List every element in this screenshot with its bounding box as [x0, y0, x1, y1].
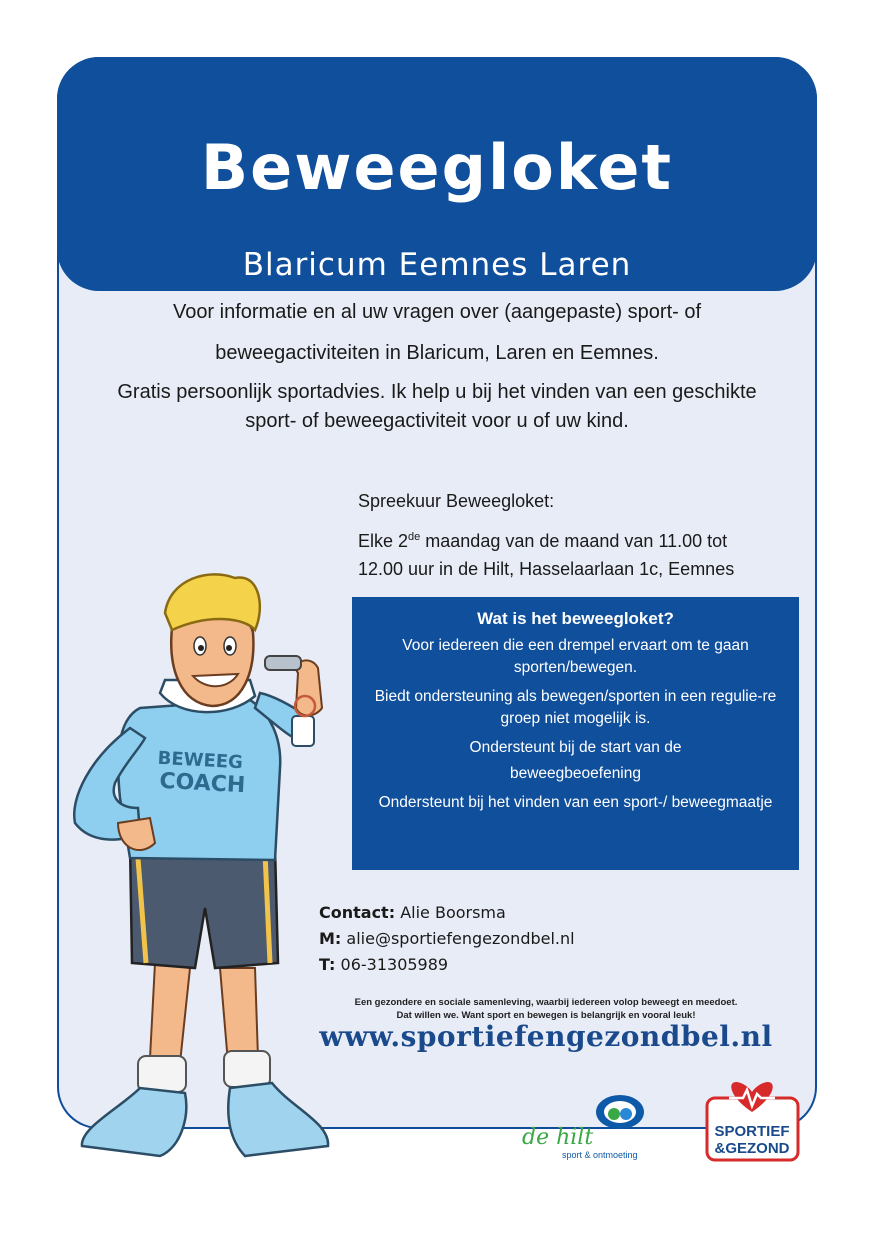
info-item: Ondersteunt bij de start van de — [469, 739, 682, 756]
shorts — [130, 843, 278, 968]
de-hilt-logo — [520, 1090, 660, 1160]
whistle-icon — [265, 656, 301, 670]
phone-label: T: — [319, 955, 336, 974]
spreekuur-text: Elke 2 — [358, 531, 409, 551]
shirt-print-line2: COACH — [158, 768, 246, 799]
contact-phone-row[interactable] — [319, 952, 575, 978]
slogan-line: Een gezondere en sociale samenleving, waarbij iedereen volop beweegt en meedoet. — [354, 997, 738, 1008]
slogan — [316, 996, 776, 1022]
info-item: Biedt ondersteuning als bewegen/sporten in een regulie-re groep niet mogelijk is. — [374, 688, 777, 727]
intro-line: sport- of beweegactiviteit voor u of uw kind. — [245, 410, 629, 432]
shirt-print-line1: BEWEEG — [157, 747, 244, 774]
slogan-line: Dat willen we. Want sport en bewegen is belangrijk en vooral leuk! — [396, 1010, 696, 1021]
spreekuur-block — [358, 487, 788, 583]
intro-line: Voor informatie en al uw vragen over (aangepaste) sport- of — [172, 301, 702, 323]
shoe-icon — [228, 1083, 328, 1156]
page-subtitle: Blaricum Eemnes Laren — [242, 247, 632, 283]
phone-value[interactable]: 06-31305989 — [335, 955, 449, 974]
info-item: beweegbeoefening — [509, 765, 641, 782]
email-label: M: — [319, 929, 342, 948]
contact-value: Alie Boorsma — [395, 903, 506, 922]
contact-email-row[interactable] — [319, 926, 575, 952]
info-item: Ondersteunt bij het vinden van een sport-/ beweegmaatje — [378, 794, 773, 811]
spreekuur-line: 12.00 uur in de Hilt, Hasselaarlaan 1c, Eemnes — [358, 559, 735, 579]
sportief-gezond-logo — [705, 1080, 800, 1162]
sg-logo-line1: SPORTIEF — [714, 1123, 790, 1140]
intro-line: beweegactiviteiten in Blaricum, Laren en Eemnes. — [215, 342, 659, 364]
sg-logo-line2: &GEZOND — [714, 1140, 790, 1157]
contact-block — [319, 900, 575, 978]
page-title: Beweegloket — [200, 131, 674, 204]
contact-label: Contact: — [319, 903, 396, 922]
header-banner — [57, 57, 817, 291]
info-box — [352, 597, 799, 870]
spreekuur-text: maandag van de maand van 11.00 tot — [420, 531, 728, 551]
info-item: Voor iedereen die een drempel ervaart om te gaan sporten/bewegen. — [402, 637, 749, 676]
contact-name-row — [319, 900, 575, 926]
info-box-heading: Wat is het beweegloket? — [477, 609, 674, 628]
email-value[interactable]: alie@sportiefengezondbel.nl — [341, 929, 575, 948]
hilt-logo-tagline: sport & ontmoeting — [562, 1150, 638, 1160]
beweeg-coach-mascot — [60, 568, 350, 1168]
website-link[interactable]: www.sportiefengezondbel.nl — [319, 1020, 773, 1053]
spreekuur-heading: Spreekuur Beweegloket: — [358, 491, 555, 511]
spreekuur-sup: de — [408, 531, 421, 543]
spreekuur-line — [358, 523, 788, 555]
hilt-logo-name: de hilt — [522, 1125, 594, 1150]
intro-line: Gratis persoonlijk sportadvies. Ik help u bij het vinden van een geschikte — [117, 381, 757, 403]
shoe-icon — [82, 1088, 186, 1156]
